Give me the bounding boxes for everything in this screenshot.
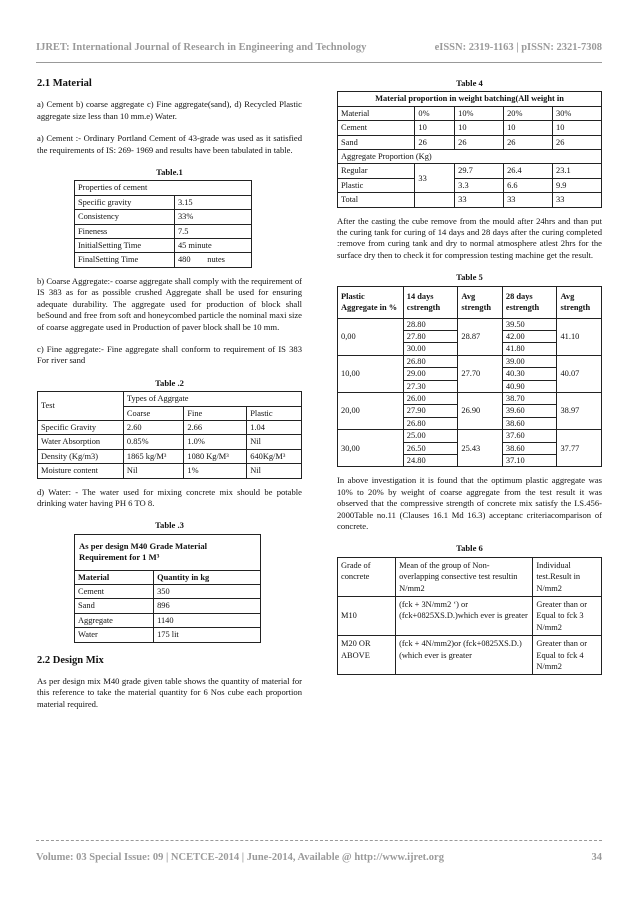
cell: 10	[415, 121, 455, 135]
cell: 40.90	[502, 380, 557, 392]
cell: 350	[154, 585, 261, 599]
cell: Coarse	[123, 406, 183, 420]
header-rule	[36, 62, 602, 63]
cell: 37.60	[502, 430, 557, 442]
journal-title: IJRET: International Journal of Research in Engineering and Technology	[36, 42, 367, 53]
table-header: Properties of cement	[75, 181, 252, 195]
cell: Sand	[75, 599, 154, 613]
cell: 25.43	[458, 430, 502, 467]
table3-caption: Table .3	[155, 520, 184, 531]
cell: 26	[553, 135, 602, 149]
cell: 45 minute	[174, 239, 251, 253]
paragraph: c) Fine aggregate:- Fine aggregate shall conform to requirement of IS 383 For river sand	[37, 343, 302, 366]
cell: Test	[38, 392, 124, 421]
cell: Nil	[247, 464, 302, 478]
cell: 27.70	[458, 355, 502, 392]
cell: FinalSetting Time	[75, 253, 175, 267]
cell: Specific Gravity	[38, 420, 124, 434]
cell: 33%	[174, 210, 251, 224]
cell: 896	[154, 599, 261, 613]
cell: Density (Kg/m3)	[38, 449, 124, 463]
cell: 1.04	[247, 420, 302, 434]
cell: Nil	[123, 464, 183, 478]
table-design-mix	[74, 534, 261, 643]
table-row	[338, 178, 602, 192]
cell: Consistency	[75, 210, 175, 224]
table-row	[75, 210, 252, 224]
cell: 30,00	[338, 430, 404, 467]
cell: (fck + 4N/mm2)or (fck+0825XS.D.) (which ever is greater	[396, 636, 533, 675]
cell: 26.4	[504, 164, 553, 178]
cell: Quantity in kg	[154, 570, 261, 584]
table-header: As per design M40 Grade Material Requirement for 1 M³	[75, 534, 261, 570]
cell: 20,00	[338, 392, 404, 429]
cell: 41.10	[557, 318, 602, 355]
cell: 28 days estrength	[502, 286, 557, 318]
cell: 26.50	[403, 442, 458, 454]
footer-volume: Volume: 03 Special Issue: 09 | NCETCE-2014 | June-2014, Available @ http://www.ijret.org	[36, 852, 444, 863]
cell: 33	[504, 193, 553, 207]
table-row	[338, 106, 602, 120]
cell: 38.60	[502, 417, 557, 429]
cell: 30.00	[403, 343, 458, 355]
table-row	[338, 430, 602, 442]
cell: 0%	[415, 106, 455, 120]
cell: Fineness	[75, 224, 175, 238]
cell: 640Kg/M³	[247, 449, 302, 463]
cell: Cement	[75, 585, 154, 599]
table-row	[38, 449, 302, 463]
cell: 6.6	[504, 178, 553, 192]
cell: M20 OR ABOVE	[338, 636, 396, 675]
cell: 25.00	[403, 430, 458, 442]
cell: Material	[75, 570, 154, 584]
footer-rule	[36, 840, 602, 841]
cell: 26.90	[458, 392, 502, 429]
table-row	[75, 599, 261, 613]
cell: 33	[553, 193, 602, 207]
cell: 1.0%	[184, 435, 247, 449]
cell: 14 days cstrength	[403, 286, 458, 318]
table-row	[75, 253, 252, 267]
paragraph: a) Cement b) coarse aggregate c) Fine aggregate(sand), d) Recycled Plastic aggregate size less than 10 mm.e) Water.	[37, 99, 302, 121]
cell: Plastic	[247, 406, 302, 420]
cell: 28.80	[403, 318, 458, 330]
cell: Plastic	[338, 178, 415, 192]
table-material-proportion	[337, 91, 602, 207]
table-row	[38, 435, 302, 449]
cell: 480 nutes	[174, 253, 251, 267]
cell: Avg strength	[557, 286, 602, 318]
section-heading-design-mix: 2.2 Design Mix	[37, 654, 104, 666]
cell: 29.00	[403, 368, 458, 380]
section-heading-material: 2.1 Material	[37, 78, 92, 89]
table-row	[75, 628, 261, 642]
cell: 27.90	[403, 405, 458, 417]
cell: 27.80	[403, 330, 458, 342]
table-row	[338, 392, 602, 404]
table-row	[338, 636, 602, 675]
cell: 2.66	[184, 420, 247, 434]
cell	[415, 193, 455, 207]
cell: 40.07	[557, 355, 602, 392]
cell: Greater than or Equal to fck 4 N/mm2	[533, 636, 602, 675]
cell: Avg strength	[458, 286, 502, 318]
table2-caption: Table .2	[155, 377, 184, 388]
table-row	[38, 464, 302, 478]
page-footer	[36, 852, 602, 863]
cell: 26.80	[403, 417, 458, 429]
table-row	[338, 164, 602, 178]
table-header: Material proportion in weight batching(All weight in	[338, 92, 602, 106]
cell: 24.80	[403, 454, 458, 466]
cell: 0.85%	[123, 435, 183, 449]
table-row	[338, 355, 602, 367]
cell: 26	[415, 135, 455, 149]
cell: Grade of concrete	[338, 557, 396, 596]
cell: 3.15	[174, 195, 251, 209]
table6-caption: Table 6	[456, 543, 483, 554]
table-row	[338, 318, 602, 330]
paragraph: As per design mix M40 grade given table shows the quantity of material for this reference to take the material quantity for 6 Nos cube each proportion material required.	[37, 676, 302, 709]
cell: 38.60	[502, 442, 557, 454]
paragraph: a) Cement :- Ordinary Portland Cement of 43-grade was used as it satisfied the requirements of IS: 269- 1969 and results have been tabulated in table.	[37, 133, 302, 155]
cell: 1865 kg/M³	[123, 449, 183, 463]
left-column	[37, 78, 302, 721]
cell: InitialSetting Time	[75, 239, 175, 253]
cell: 39.00	[502, 355, 557, 367]
cell: Aggregate Proportion (Kg)	[338, 150, 602, 164]
cell: 1140	[154, 613, 261, 627]
paragraph: After the casting the cube remove from the mould after 24hrs and than put the curing tank for curing of 14 days and 28 days after the curing completed :remove from curing tank and dry to normal atmosphere atlest 2hrs for the surface dry then to check it for compression testing machine get the result.	[337, 215, 602, 260]
page-number: 34	[591, 852, 602, 863]
table-cement-properties	[74, 180, 252, 267]
cell: Individual test.Result in N/mm2	[533, 557, 602, 596]
cell: 26.80	[403, 355, 458, 367]
cell: 0,00	[338, 318, 404, 355]
cell: 10	[553, 121, 602, 135]
cell: 2.60	[123, 420, 183, 434]
page-header	[36, 42, 602, 53]
cell: 20%	[504, 106, 553, 120]
table-row	[75, 613, 261, 627]
cell: Regular	[338, 164, 415, 178]
cell: 39.60	[502, 405, 557, 417]
cell: Total	[338, 193, 415, 207]
right-column	[337, 78, 602, 675]
cell: 3.3	[455, 178, 504, 192]
cell: 26	[455, 135, 504, 149]
table-row	[338, 597, 602, 636]
cell: 37.10	[502, 454, 557, 466]
cell: Cement	[338, 121, 415, 135]
cell: Aggregate	[75, 613, 154, 627]
cell: 9.9	[553, 178, 602, 192]
issn: eISSN: 2319-1163 | pISSN: 2321-7308	[434, 42, 602, 53]
cell: 26.00	[403, 392, 458, 404]
table-row	[75, 239, 252, 253]
cell: Fine	[184, 406, 247, 420]
cell: 26	[504, 135, 553, 149]
cell: Greater than or Equal to fck 3 N/mm2	[533, 597, 602, 636]
table1-caption: Table.1	[156, 167, 183, 178]
cell: Specific gravity	[75, 195, 175, 209]
cell: 40.30	[502, 368, 557, 380]
table-compressive-strength	[337, 286, 602, 468]
cell: Mean of the group of Non-overlapping consective test resultin N/mm2	[396, 557, 533, 596]
cell: Nil	[247, 435, 302, 449]
cell: 10	[504, 121, 553, 135]
cell: 10	[455, 121, 504, 135]
cell: 10,00	[338, 355, 404, 392]
cell: M10	[338, 597, 396, 636]
table-row	[75, 224, 252, 238]
cell: Moisture content	[38, 464, 124, 478]
cell: 1080 Kg/M³	[184, 449, 247, 463]
table-row	[338, 135, 602, 149]
table4-caption: Table 4	[456, 78, 483, 88]
cell: Material	[338, 106, 415, 120]
cell: Plastic Aggregate in %	[338, 286, 404, 318]
cell: Water	[75, 628, 154, 642]
table-acceptance-criteria	[337, 557, 602, 676]
cell: 27.30	[403, 380, 458, 392]
cell: 28.87	[458, 318, 502, 355]
cell: 38.70	[502, 392, 557, 404]
cell: 33	[455, 193, 504, 207]
table5-caption: Table 5	[456, 272, 483, 283]
cell: 33	[415, 164, 455, 193]
table-row	[38, 420, 302, 434]
cell: 41.80	[502, 343, 557, 355]
cell: 29.7	[455, 164, 504, 178]
cell: 1%	[184, 464, 247, 478]
table-row	[338, 121, 602, 135]
table-aggregate-types	[37, 391, 302, 478]
cell: 37.77	[557, 430, 602, 467]
cell: 175 lit	[154, 628, 261, 642]
cell: (fck + 3N/mm2 ‘) or (fck+0825XS.D.)which ever is greater	[396, 597, 533, 636]
table-row	[75, 585, 261, 599]
cell: Types of Aggrgate	[123, 392, 301, 406]
cell: Sand	[338, 135, 415, 149]
paragraph: d) Water: - The water used for mixing concrete mix should be potable drinking water having PH 6 TO 8.	[37, 486, 302, 508]
cell: Water Absorption	[38, 435, 124, 449]
cell: 42.00	[502, 330, 557, 342]
cell: 38.97	[557, 392, 602, 429]
cell: 7.5	[174, 224, 251, 238]
cell: 39.50	[502, 318, 557, 330]
cell: 23.1	[553, 164, 602, 178]
cell: 10%	[455, 106, 504, 120]
paragraph: b) Coarse Aggregate:- coarse aggregate shall comply with the requirement of IS 383 as for as possible crushed Aggregate shall be used for ensuring adequate durability. The aggregate used for production of block shall beSound and free from soft and honeycombed particle the nominal maxi size of coarse aggregate used in Production of paver block shall be 10 mm.	[37, 275, 302, 332]
table-row	[75, 195, 252, 209]
paragraph: In above investigation it is found that the optimum plastic aggregate was 10% to 20% by weight of coarse aggregate from the test result it was observed that the compressive strength of concrete mix satisfy the I.S.456-2000Table no.11 (Clauses 16.1 Md 16.3) acceptanc criteriacomparison of concrete.	[337, 475, 602, 531]
table-row	[338, 193, 602, 207]
cell: 30%	[553, 106, 602, 120]
